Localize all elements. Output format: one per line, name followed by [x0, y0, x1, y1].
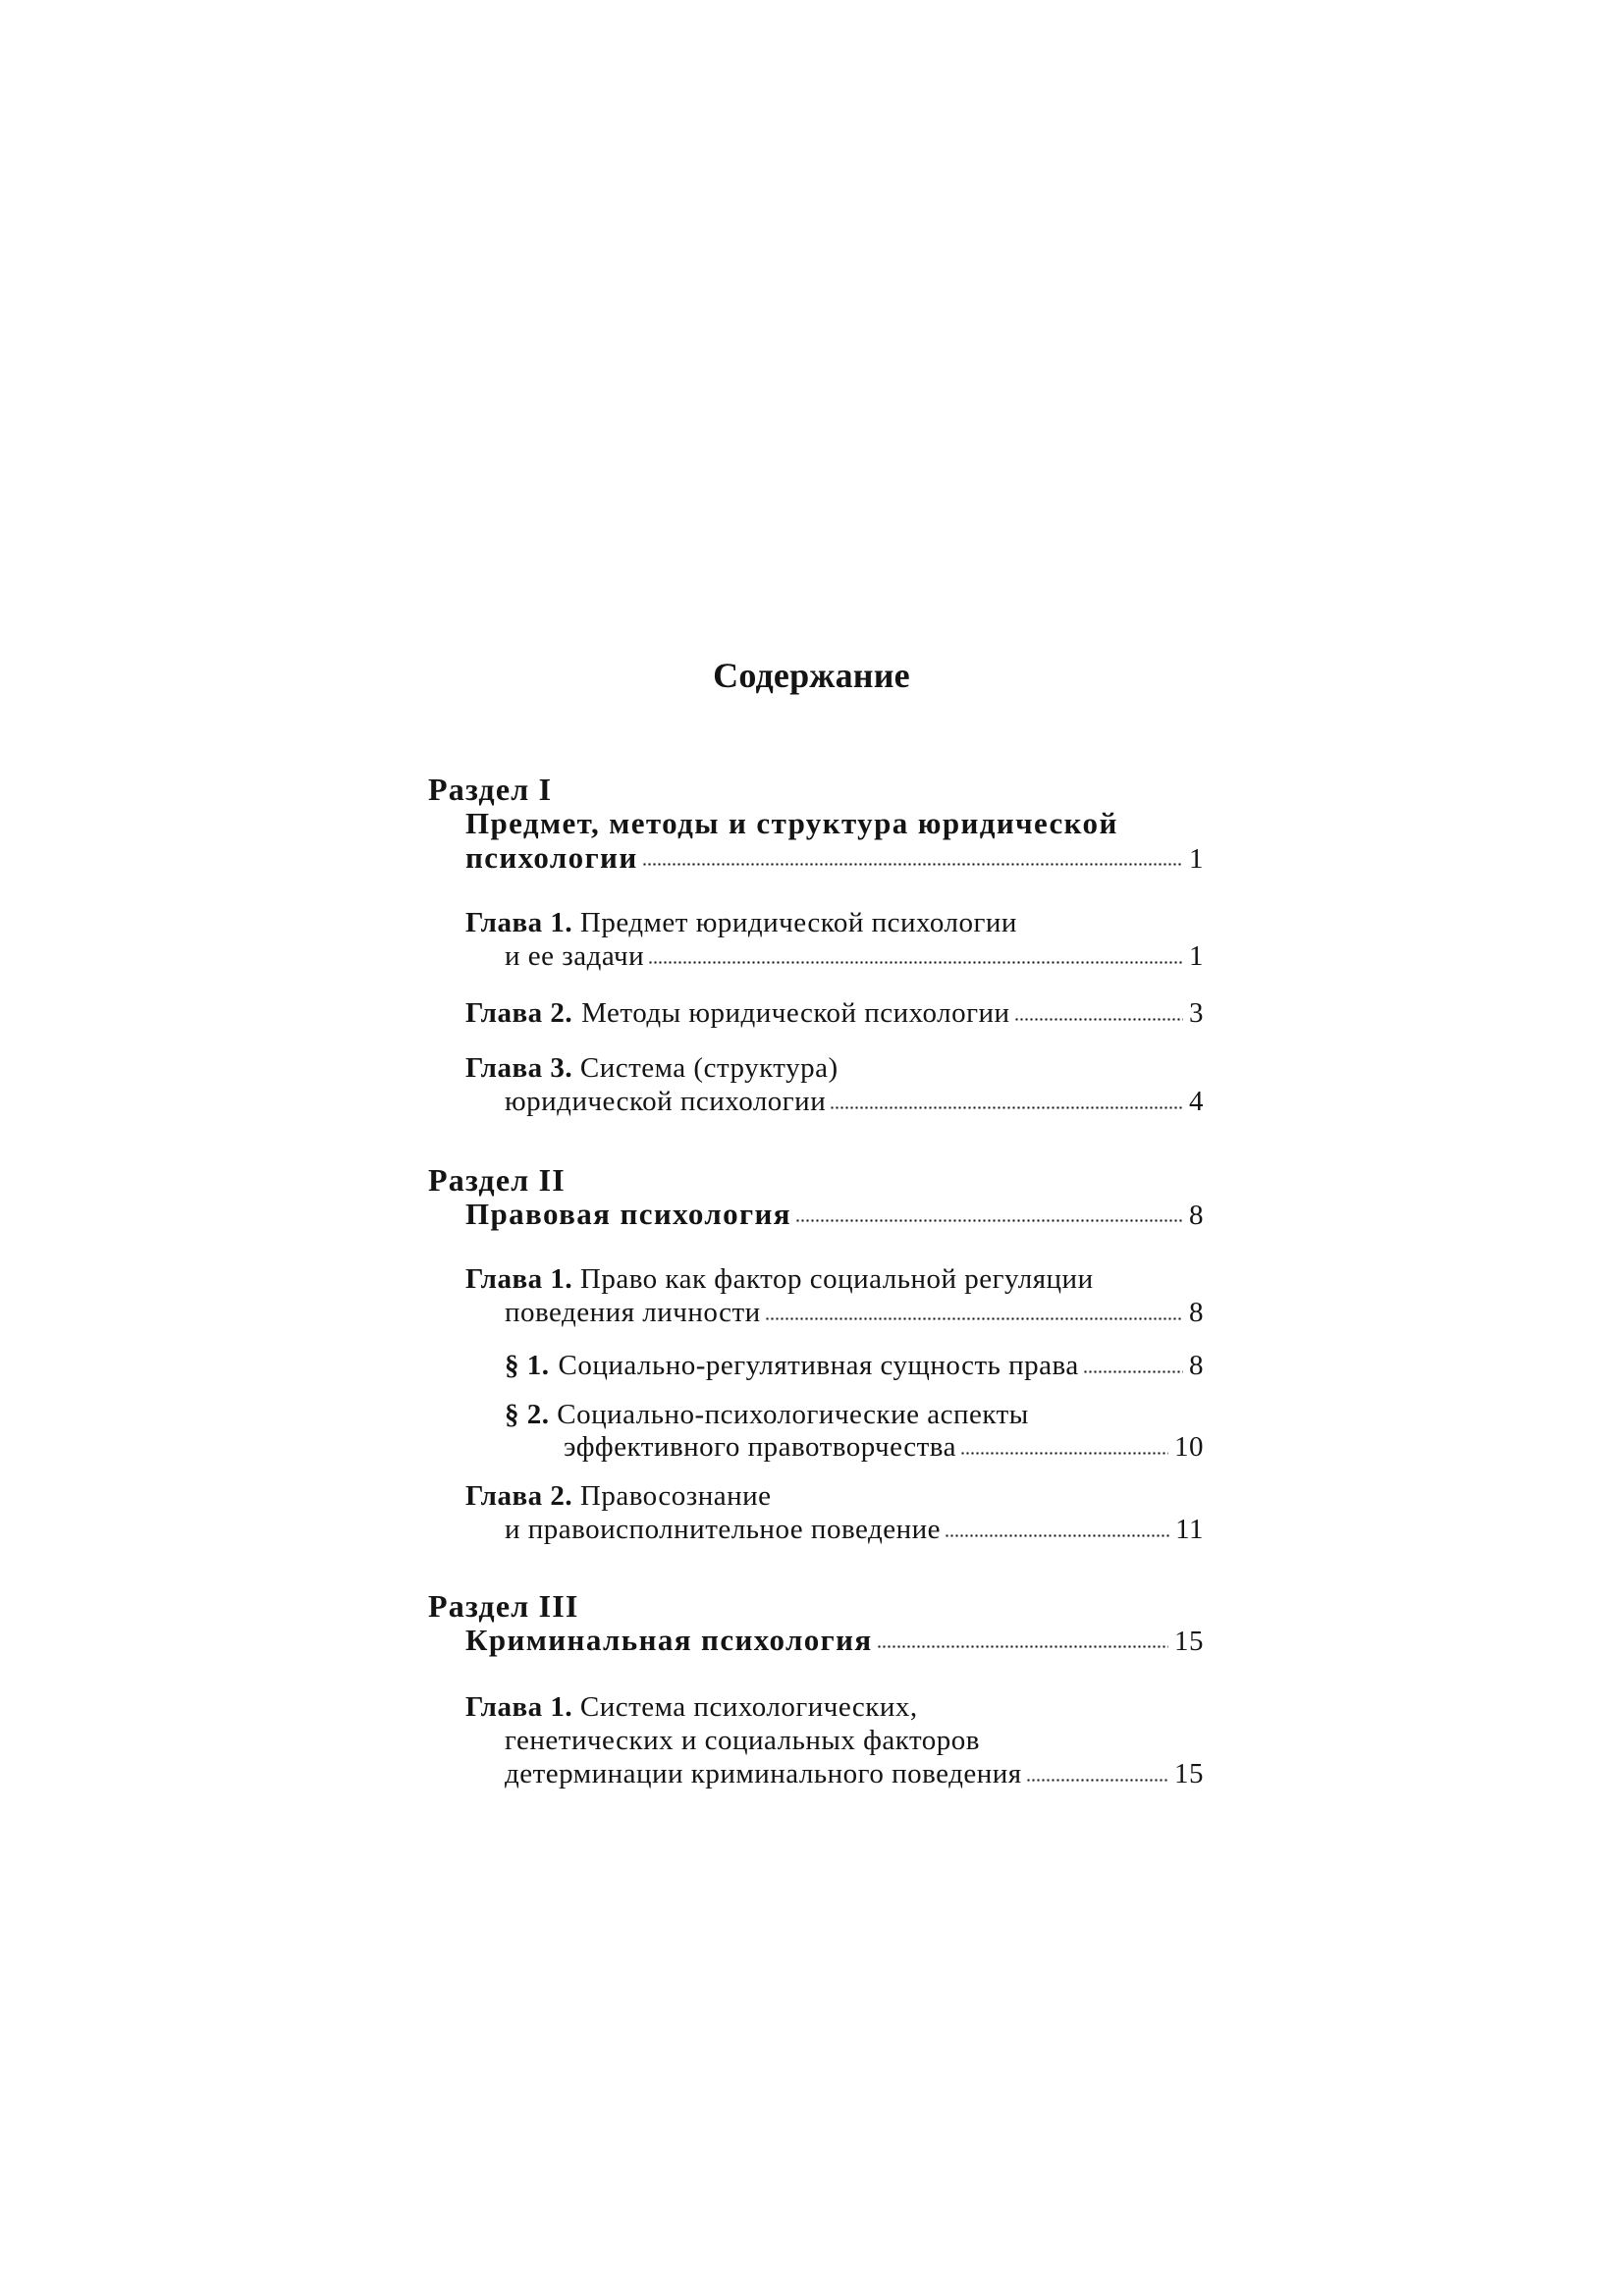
section-title-cont: психологии — [465, 840, 638, 875]
chapter-line — [465, 1050, 839, 1086]
toc-entry[interactable] — [564, 1429, 1204, 1465]
toc-entry[interactable] — [505, 1756, 1204, 1791]
leader-dots — [1083, 1370, 1183, 1373]
paragraph-label: § 1. — [505, 1350, 550, 1381]
leader-dots — [765, 1317, 1183, 1320]
paragraph-label: § 2. — [505, 1399, 550, 1430]
leader-dots — [945, 1534, 1169, 1537]
page-number: 4 — [1189, 1086, 1204, 1117]
chapter-label: Глава 2. — [465, 1480, 573, 1512]
section-title: Криминальная психология — [465, 1623, 873, 1657]
toc-entry[interactable] — [505, 1348, 1204, 1383]
paragraph-title-cont: эффективного правотворчества — [564, 1431, 956, 1463]
page-number: 10 — [1174, 1431, 1204, 1463]
leader-dots — [1014, 1018, 1183, 1021]
paragraph-title: Социально-психологические аспекты — [557, 1399, 1029, 1430]
chapter-title-cont: детерминации криминального поведения — [505, 1758, 1022, 1789]
page-number: 8 — [1189, 1350, 1204, 1381]
section-label: Раздел I — [428, 772, 553, 807]
chapter-title-cont: и ее задачи — [505, 940, 645, 972]
page-number: 15 — [1174, 1758, 1204, 1789]
page-number: 1 — [1189, 940, 1204, 972]
toc-entry[interactable] — [505, 1295, 1204, 1330]
chapter-title: Система психологических, — [579, 1691, 918, 1723]
chapter-title: Предмет юридической психологии — [579, 907, 1017, 938]
chapter-title-cont: поведения личности — [505, 1297, 761, 1328]
chapter-title-cont: и правоисполнительное поведение — [505, 1514, 942, 1545]
section-title: Правовая психология — [465, 1197, 791, 1231]
toc-entry[interactable] — [465, 840, 1204, 876]
chapter-label: Глава 1. — [465, 907, 573, 938]
chapter-title: Право как фактор социальной регуляции — [579, 1263, 1094, 1295]
page-number: 3 — [1189, 997, 1204, 1029]
page-number: 15 — [1174, 1626, 1204, 1657]
paragraph-line — [505, 1397, 1029, 1432]
section-label: Раздел III — [428, 1588, 579, 1624]
toc-entry[interactable] — [465, 1623, 1204, 1658]
page-title: Содержание — [713, 656, 910, 695]
leader-dots — [960, 1452, 1168, 1455]
chapter-line — [465, 905, 1017, 940]
chapter-line — [465, 1261, 1094, 1297]
chapter-title: Методы юридической психологии — [581, 997, 1010, 1029]
leader-dots — [830, 1106, 1183, 1109]
page-number: 11 — [1175, 1514, 1204, 1545]
page-number: 1 — [1189, 843, 1204, 875]
leader-dots — [1026, 1779, 1168, 1782]
leader-dots — [795, 1219, 1183, 1222]
page-number: 8 — [1189, 1297, 1204, 1328]
chapter-label: Глава 1. — [465, 1263, 573, 1295]
paragraph-title: Социально-регулятивная сущность права — [558, 1350, 1079, 1381]
leader-dots — [648, 961, 1183, 964]
toc-entry[interactable] — [505, 1512, 1204, 1547]
chapter-title: Правосознание — [579, 1480, 772, 1512]
toc-entry[interactable] — [465, 995, 1204, 1031]
chapter-title-cont: юридической психологии — [505, 1086, 827, 1117]
leader-dots — [642, 863, 1183, 866]
section-title: Предмет, методы и структура юридической — [465, 806, 1118, 840]
chapter-title: Система (структура) — [579, 1052, 839, 1084]
chapter-label: Глава 3. — [465, 1052, 573, 1084]
chapter-label: Глава 2. — [465, 997, 573, 1029]
chapter-label: Глава 1. — [465, 1691, 573, 1723]
chapter-line — [465, 1478, 772, 1514]
toc-entry[interactable] — [505, 1084, 1204, 1119]
toc-entry[interactable] — [465, 1197, 1204, 1232]
chapter-title-cont: генетических и социальных факторов — [505, 1725, 980, 1756]
page-number: 8 — [1189, 1200, 1204, 1231]
toc-entry[interactable] — [505, 938, 1204, 974]
section-label: Раздел II — [428, 1162, 566, 1198]
chapter-line — [465, 1689, 918, 1725]
leader-dots — [877, 1645, 1168, 1648]
